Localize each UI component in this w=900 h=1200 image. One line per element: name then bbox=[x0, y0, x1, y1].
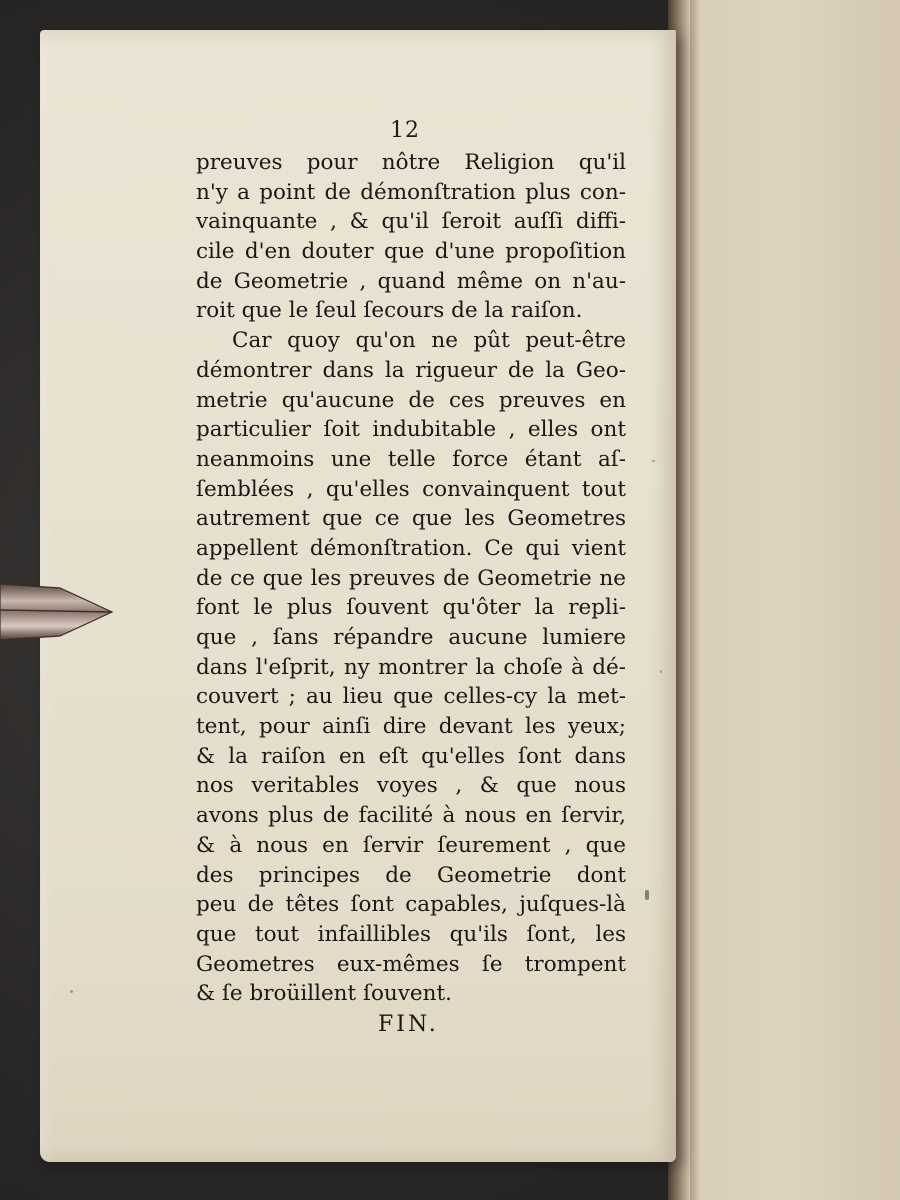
text-line: & ſe broüillent ſouvent. bbox=[196, 981, 452, 1007]
text-line: & la raiſon en eſt qu'elles ſont dans bbox=[196, 743, 626, 769]
text-line: peu de têtes ſont capables, juſques-là bbox=[196, 892, 626, 918]
text-line: de Geometrie , quand même on n'au- bbox=[196, 268, 626, 294]
text-line: cile d'en douter que d'une propoſition bbox=[196, 239, 626, 265]
text-line: roit que le ſeul ſecours de la raiſon. bbox=[196, 298, 583, 324]
paragraph-1 bbox=[196, 148, 626, 326]
text-line: des principes de Geometrie dont bbox=[196, 862, 626, 888]
text-line: de ce que les preuves de Geometrie ne bbox=[196, 565, 626, 591]
text-line: tent, pour ainſi dire devant les yeux; bbox=[196, 714, 626, 740]
text-line: & à nous en ſervir ſeurement , que bbox=[196, 832, 626, 858]
text-line: vainquante , & qu'il ſeroit auſſi diffi- bbox=[196, 209, 626, 235]
paragraph-2 bbox=[196, 326, 626, 1009]
text-line: preuves pour nôtre Religion qu'il bbox=[196, 150, 626, 175]
text-line: que , ſans répandre aucune lumiere bbox=[196, 625, 626, 650]
text-line: avons plus de facilité à nous en ſervir, bbox=[196, 803, 626, 829]
paper-speck bbox=[660, 670, 662, 673]
text-line: neanmoins une telle force étant aſ- bbox=[196, 446, 626, 472]
text-line: ſemblées , qu'elles convainquent tout bbox=[196, 476, 626, 502]
text-line: appellent démonſtration. Ce qui vient bbox=[196, 535, 626, 561]
text-line: metrie qu'aucune de ces preuves en bbox=[196, 387, 626, 413]
page-number: 12 bbox=[390, 118, 420, 143]
text-line: autrement que ce que les Geometres bbox=[196, 506, 626, 532]
page-pointer-marker bbox=[0, 578, 120, 646]
text-line: Car quoy qu'on ne pût peut-être bbox=[232, 328, 626, 354]
paper-speck bbox=[645, 890, 649, 900]
text-line: n'y a point de démonſtration plus con- bbox=[196, 179, 626, 205]
text-line: font le plus ſouvent qu'ôter la repli- bbox=[196, 595, 626, 621]
text-line: particulier ſoit indubitable , elles ont bbox=[196, 417, 626, 443]
paper-speck bbox=[652, 460, 655, 462]
paper-speck bbox=[70, 990, 73, 993]
text-line: nos veritables voyes , & que nous bbox=[196, 773, 626, 799]
book-cover-board bbox=[668, 0, 900, 1200]
text-line: Geometres eux-mêmes ſe trompent bbox=[196, 951, 626, 977]
body-text bbox=[196, 148, 626, 1009]
text-line: démontrer dans la rigueur de la Geo- bbox=[196, 357, 626, 383]
text-line: couvert ; au lieu que celles-cy la met- bbox=[196, 684, 626, 710]
text-line: dans l'eſprit, ny montrer la choſe à dé- bbox=[196, 654, 626, 680]
text-line: que tout infaillibles qu'ils ſont, les bbox=[196, 921, 626, 947]
end-mark: FIN. bbox=[378, 1012, 439, 1037]
